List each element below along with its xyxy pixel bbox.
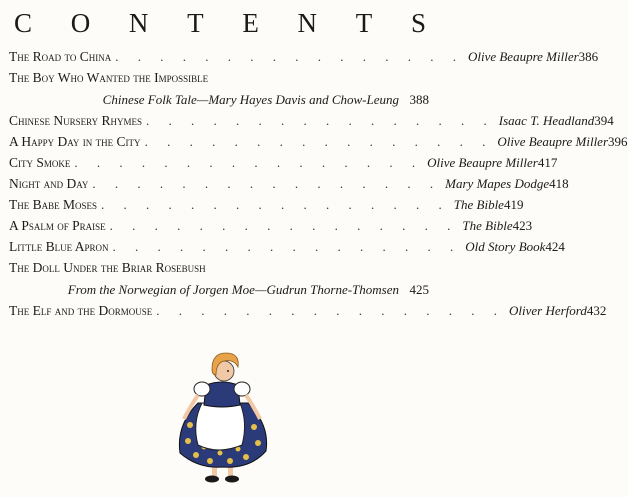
girl-apron [196, 403, 245, 450]
entry-page: 418 [549, 176, 569, 191]
entry-author: Olive Beaupre Miller [497, 134, 609, 149]
toc-entry[interactable] [9, 132, 628, 152]
girl-illustration [168, 345, 278, 490]
heading-letter: S [410, 8, 426, 38]
dot-leader: . . . . . . . . . . . . . . . . [101, 197, 450, 212]
entry-author: Oliver Herford [509, 303, 587, 318]
girl-eye [227, 370, 229, 372]
girl-sleeve [234, 382, 250, 396]
entry-page: 419 [503, 197, 524, 212]
entry-title: The Boy Who Wanted the Impossible [9, 70, 209, 85]
toc-entry[interactable] [9, 195, 524, 215]
entry-page: 432 [586, 303, 607, 318]
toc-entry[interactable] [9, 111, 614, 131]
toc-entry-sub[interactable] [9, 280, 429, 300]
entry-page: 394 [594, 113, 614, 128]
dot-leader: . . . . . . . . . . . . . . . . [156, 303, 505, 318]
entry-title: Little Blue Apron [9, 239, 109, 254]
entry-author: The Bible [453, 197, 504, 212]
dot-leader: . . . . . . . . . . . . . . . . [146, 113, 495, 128]
heading-letter: O [70, 8, 91, 38]
entry-title: The Babe Moses [9, 197, 98, 212]
entry-author: Olive Beaupre Miller [467, 49, 579, 64]
heading-letter: T [187, 8, 204, 38]
heading-letter: E [242, 8, 259, 38]
entry-page: 417 [537, 155, 558, 170]
girl-shoe [225, 476, 239, 483]
contents-heading [14, 6, 426, 40]
entry-page: 423 [512, 218, 533, 233]
heading-letter: C [14, 8, 33, 38]
entry-author: Mary Mapes Dodge [445, 176, 550, 191]
toc-entry[interactable] [9, 153, 558, 173]
entry-title: Night and Day [9, 176, 89, 191]
dot-leader: . . . . . . . . . . . . . . . . [74, 155, 424, 170]
heading-letter: T [355, 8, 373, 38]
entry-author: The Bible [462, 218, 513, 233]
dot-leader: . . . . . . . . . . . . . . . . [144, 134, 494, 149]
heading-letter: N [297, 8, 318, 38]
dot-leader: . . . . . . . . . . . . . . . . [115, 49, 464, 64]
toc-entry[interactable] [9, 258, 429, 278]
entry-title: A Happy Day in the City [9, 134, 141, 149]
entry-page: 388 [409, 92, 429, 107]
dot-leader: . . . . . . . . . . . . . . . . [109, 218, 459, 233]
entry-title: The Doll Under the Briar Rosebush [9, 260, 206, 275]
dot-leader: . . . . . . . . . . . . . . . . [92, 176, 442, 191]
entry-title: The Road to China [9, 49, 112, 64]
entry-page: 396 [608, 134, 628, 149]
toc-entry[interactable] [9, 301, 607, 321]
toc-entry[interactable] [9, 216, 533, 236]
toc-entry[interactable] [9, 68, 429, 88]
entry-title: Chinese Nursery Rhymes [9, 113, 143, 128]
girl-shoe [205, 476, 219, 483]
toc-entry-sub[interactable] [9, 90, 429, 110]
entry-author: From the Norwegian of Jorgen Moe—Gudrun Thorne-Thomsen [67, 282, 399, 297]
entry-author: Old Story Book [465, 239, 546, 254]
entry-page: 424 [545, 239, 565, 254]
entry-title: City Smoke [9, 155, 71, 170]
heading-letter: N [128, 8, 149, 38]
toc-entry[interactable] [9, 237, 565, 257]
entry-title: The Elf and the Dormouse [9, 303, 153, 318]
entry-author: Olive Beaupre Miller [427, 155, 538, 170]
girl-sleeve [194, 382, 210, 396]
dot-leader: . . . . . . . . . . . . . . . . [112, 239, 462, 254]
toc-entry[interactable] [9, 47, 599, 67]
entry-author: Chinese Folk Tale—Mary Hayes Davis and Chow-Leung [102, 92, 399, 107]
entry-page: 425 [409, 282, 429, 297]
entry-title: A Psalm of Praise [9, 218, 106, 233]
entry-author: Isaac T. Headland [498, 113, 595, 128]
entry-page: 386 [578, 49, 599, 64]
toc-entry[interactable] [9, 174, 569, 194]
